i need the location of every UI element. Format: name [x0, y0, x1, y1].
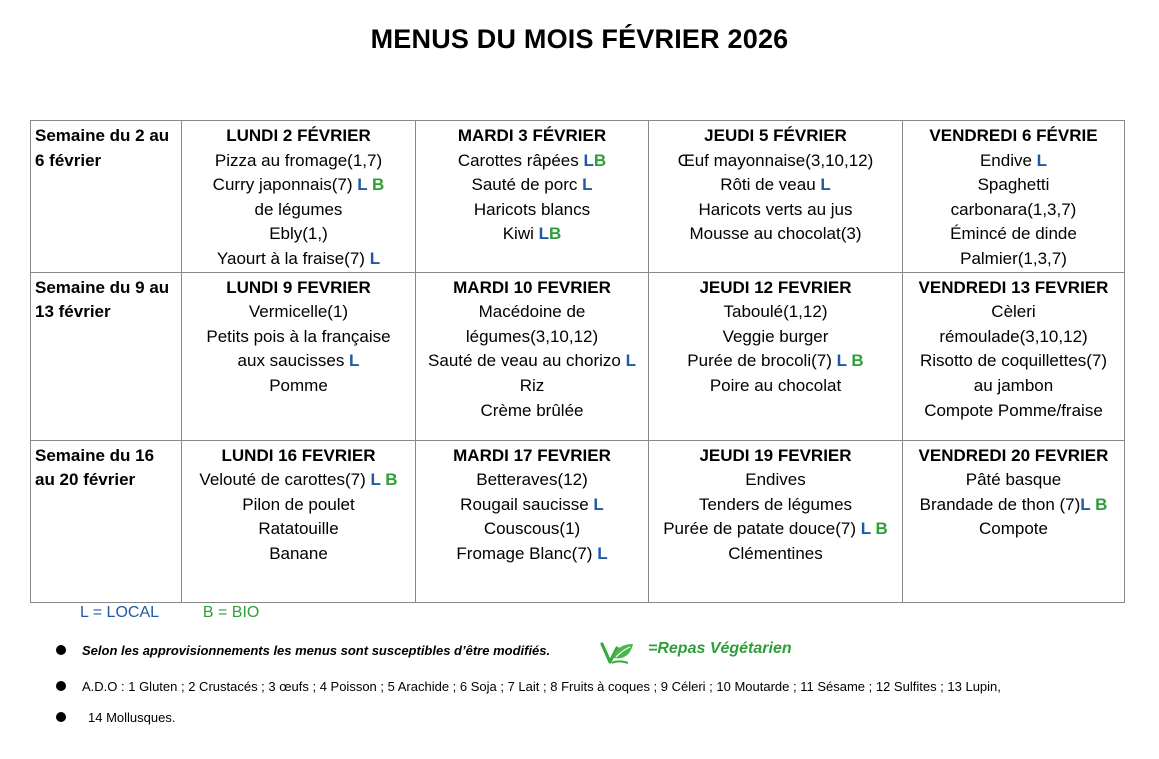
day-heading: LUNDI 2 FÉVRIER — [226, 126, 371, 145]
menu-item-text: Veggie burger — [722, 326, 829, 346]
day-cell — [416, 440, 649, 602]
menu-item — [186, 468, 411, 493]
day-cell — [903, 272, 1125, 440]
menu-item — [907, 493, 1120, 518]
menu-item — [653, 468, 898, 493]
day-cell — [903, 121, 1125, 273]
menu-item-text: Compote Pomme/fraise — [924, 400, 1103, 420]
origin-tags: L B — [1080, 494, 1108, 514]
day-cell — [182, 121, 416, 273]
menu-item — [420, 493, 644, 518]
origin-tags: L — [593, 494, 604, 514]
menu-item-text: Compote — [979, 519, 1048, 539]
menu-item-text: Émincé de dinde — [950, 224, 1077, 244]
origin-tags: L B — [370, 470, 398, 490]
bullet-icon — [56, 712, 66, 722]
menu-item-text: aux saucisses — [237, 351, 350, 371]
day-cell — [182, 440, 416, 602]
menu-item — [907, 247, 1120, 272]
origin-tags: L — [369, 248, 381, 268]
menu-item-text: Spaghetti — [977, 175, 1050, 195]
day-heading: MARDI 10 FEVRIER — [453, 277, 611, 297]
day-heading: VENDREDI 20 FEVRIER — [918, 445, 1109, 465]
menu-item-text: Rôti de veau — [720, 175, 821, 195]
menu-item-text: Riz — [519, 375, 545, 395]
origin-tags: LB — [538, 224, 562, 244]
allergens-line-2: 14 Mollusques. — [88, 710, 176, 725]
menu-item-text: de légumes — [254, 199, 343, 219]
menu-item-text: Fromage Blanc(7) — [456, 543, 598, 563]
bullet-icon — [56, 681, 66, 691]
week-label: Semaine du 16 au 20 février — [31, 440, 182, 602]
origin-tags: L B — [836, 351, 864, 371]
menu-item — [420, 374, 644, 399]
allergens-line-1: A.D.O : 1 Gluten ; 2 Crustacés ; 3 œufs ; 4 Poisson ; 5 Arachide ; 6 Soja ; 7 Lait ; 8 Fruits à coques ; 9 Céleri ; 10 Moutarde ; 11 Sésame ; 12 Sulfites ; 13 Lupin, — [82, 679, 1001, 694]
menu-item — [186, 222, 411, 247]
day-heading: JEUDI 5 FÉVRIER — [704, 126, 847, 145]
menu-item-text: Purée de patate douce(7) — [663, 519, 861, 539]
menu-item — [653, 173, 898, 198]
menu-item — [907, 173, 1120, 198]
menu-item — [907, 325, 1120, 350]
legend-local: L = LOCAL — [80, 604, 159, 621]
day-cell — [649, 272, 903, 440]
menu-item-text: Brandade de thon (7) — [919, 494, 1081, 514]
menu-item — [420, 468, 644, 493]
menu-item-text: Cèleri — [991, 302, 1036, 322]
origin-tags: L — [597, 543, 608, 563]
menu-item-text: Petits pois à la française — [206, 326, 391, 346]
supply-note: Selon les approvisionnements les menus sont susceptibles d’être modifiés. — [82, 643, 551, 658]
menu-item-text: Ebly(1,) — [269, 224, 328, 244]
menu-item — [420, 399, 644, 424]
menu-item — [420, 325, 644, 350]
menu-item-text: Yaourt à la fraise(7) — [216, 248, 370, 268]
legend — [80, 604, 259, 622]
menu-item-text: Ratatouille — [258, 519, 339, 539]
menu-item-text: Crème brûlée — [480, 400, 584, 420]
vegetarian-leaf-icon — [600, 636, 634, 666]
menu-table — [30, 120, 1125, 603]
menu-item — [420, 542, 644, 567]
origin-tags: L B — [860, 519, 888, 539]
menu-item — [186, 493, 411, 518]
day-heading: VENDREDI 13 FEVRIER — [918, 277, 1109, 297]
menu-item — [186, 149, 411, 174]
menu-item — [907, 399, 1120, 424]
menu-item — [420, 349, 644, 374]
menu-item — [186, 374, 411, 399]
menu-item — [420, 517, 644, 542]
menu-item — [186, 325, 411, 350]
menu-item-text: Curry japonnais(7) — [212, 175, 358, 195]
menu-item-text: Tenders de légumes — [698, 494, 853, 514]
origin-tags: L — [625, 351, 636, 371]
legend-bio: B = BIO — [202, 604, 260, 621]
vegetarian-label: =Repas Végétarien — [648, 640, 792, 657]
menu-item — [907, 300, 1120, 325]
menu-item — [653, 325, 898, 350]
menu-item-text: carbonara(1,3,7) — [950, 199, 1077, 219]
menu-item — [420, 300, 644, 325]
menu-item — [420, 198, 644, 223]
menu-item-text: légumes(3,10,12) — [465, 326, 599, 346]
menu-item-text: Couscous(1) — [483, 519, 581, 539]
menu-item — [907, 517, 1120, 542]
menu-item — [653, 517, 898, 542]
menu-item-text: Carottes râpées — [457, 150, 584, 170]
menu-item-text: Sauté de veau au chorizo — [428, 351, 626, 371]
origin-tags: L — [820, 175, 831, 195]
menu-item — [186, 173, 411, 198]
menu-item — [653, 374, 898, 399]
page-title: MENUS DU MOIS FÉVRIER 2026 — [370, 24, 789, 54]
menu-item-text: Purée de brocoli(7) — [687, 351, 837, 371]
menu-item-text: Pomme — [269, 375, 328, 395]
menu-item-text: Taboulé(1,12) — [723, 302, 828, 322]
menu-item — [907, 468, 1120, 493]
day-heading: MARDI 3 FÉVRIER — [457, 126, 607, 145]
origin-tags: L — [1036, 150, 1048, 170]
menu-item-text: Pilon de poulet — [242, 494, 355, 514]
menu-item-text: Endives — [745, 470, 806, 490]
menu-item-text: Vermicelle(1) — [248, 302, 349, 322]
menu-item — [907, 222, 1120, 247]
menu-item-text: Haricots verts au jus — [698, 199, 853, 219]
day-cell — [649, 440, 903, 602]
day-heading: VENDREDI 6 FÉVRIE — [929, 126, 1098, 145]
menu-item-text: Velouté de carottes(7) — [199, 470, 371, 490]
origin-tags: L — [349, 351, 360, 371]
day-cell — [649, 121, 903, 273]
menu-item — [420, 222, 644, 247]
menu-item — [186, 300, 411, 325]
day-heading: JEUDI 12 FEVRIER — [699, 277, 852, 297]
menu-item — [907, 198, 1120, 223]
menu-item-text: Banane — [269, 543, 328, 563]
week-label: Semaine du 2 au 6 février — [31, 121, 182, 273]
menu-item-text: Kiwi — [502, 224, 539, 244]
week-row — [31, 272, 1125, 440]
menu-item — [186, 349, 411, 374]
menu-item — [907, 149, 1120, 174]
menu-item-text: Pâté basque — [965, 470, 1062, 490]
week-row — [31, 440, 1125, 602]
origin-tags: L B — [357, 175, 385, 195]
menu-item-text: Pizza au fromage(1,7) — [214, 150, 383, 170]
day-heading: JEUDI 19 FEVRIER — [699, 445, 852, 465]
menu-item — [653, 349, 898, 374]
menu-item — [420, 173, 644, 198]
menu-item — [653, 493, 898, 518]
menu-item — [186, 247, 411, 272]
week-label: Semaine du 9 au 13 février — [31, 272, 182, 440]
day-cell — [416, 121, 649, 273]
menu-item-text: Rougail saucisse — [460, 494, 594, 514]
menu-item — [186, 542, 411, 567]
menu-item — [653, 300, 898, 325]
menu-item — [186, 198, 411, 223]
menu-item-text: Betteraves(12) — [476, 470, 588, 490]
bullet-icon — [56, 645, 66, 655]
menu-item-text: Endive — [979, 150, 1037, 170]
menu-item — [186, 517, 411, 542]
week-row — [31, 121, 1125, 273]
menu-item-text: Clémentines — [728, 543, 823, 563]
menu-item-text: Macédoine de — [478, 302, 586, 322]
menu-item-text: Palmier(1,3,7) — [960, 248, 1067, 268]
day-cell — [182, 272, 416, 440]
menu-item — [653, 198, 898, 223]
menu-item — [907, 374, 1120, 399]
menu-item-text: Œuf mayonnaise(3,10,12) — [677, 150, 874, 170]
day-cell — [416, 272, 649, 440]
menu-item-text: Risotto de coquillettes(7) — [919, 351, 1108, 371]
menu-item — [653, 542, 898, 567]
menu-item — [653, 149, 898, 174]
day-heading: LUNDI 16 FEVRIER — [221, 445, 376, 465]
menu-item-text: au jambon — [973, 375, 1054, 395]
origin-tags: L — [582, 175, 593, 195]
day-heading: LUNDI 9 FEVRIER — [226, 277, 371, 297]
menu-item-text: Haricots blancs — [473, 199, 591, 219]
menu-item-text: rémoulade(3,10,12) — [939, 326, 1088, 346]
menu-item — [907, 349, 1120, 374]
menu-item-text: Poire au chocolat — [709, 375, 842, 395]
menu-item — [653, 222, 898, 247]
menu-item — [420, 149, 644, 174]
day-cell — [903, 440, 1125, 602]
origin-tags: LB — [583, 150, 607, 170]
day-heading: MARDI 17 FEVRIER — [453, 445, 611, 465]
menu-item-text: Sauté de porc — [471, 175, 583, 195]
menu-item-text: Mousse au chocolat(3) — [689, 224, 862, 244]
